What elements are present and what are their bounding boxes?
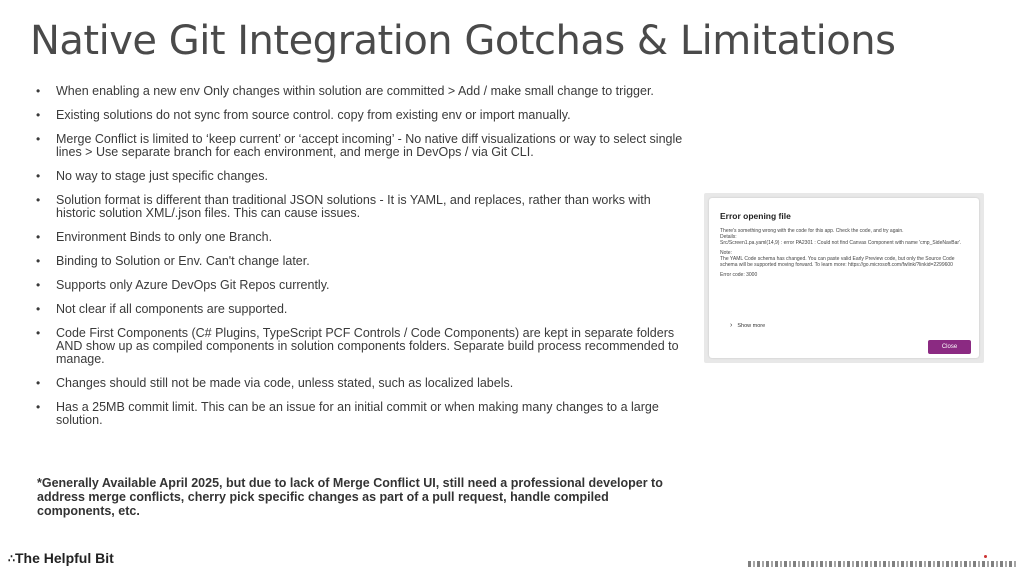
slide-title: Native Git Integration Gotchas & Limitations xyxy=(30,18,896,64)
show-more-label: Show more xyxy=(737,322,766,329)
show-more-toggle[interactable] xyxy=(730,322,765,329)
decorative-dot xyxy=(984,555,987,558)
bullet-item: • Environment Binds to only one Branch. xyxy=(36,231,686,244)
close-button[interactable]: Close xyxy=(928,340,971,354)
note-label: Note: xyxy=(720,250,732,256)
details-text: Src/Screen1.pa.yaml(14,9) : error PA2301 : Could not find Canvas Component with name 'cmp_SideNavBar'. xyxy=(720,240,962,246)
footnote: *Generally Available April 2025, but due to lack of Merge Conflict UI, still need a professional developer to address merge conflicts, cherry pick specific changes as part of a pull request, handle compiled components, etc. xyxy=(37,476,663,518)
bullet-item: • Changes should still not be made via code, unless stated, such as localized labels. xyxy=(36,377,686,390)
bullet-item: • Not clear if all components are supported. xyxy=(36,303,686,316)
bullet-item: • Has a 25MB commit limit. This can be an issue for an initial commit or when making many changes to a large solution. xyxy=(36,401,686,427)
note-text: The YAML Code schema has changed. You can paste valid Early Preview code, but only the Source Code schema will be supported moving forward. To learn more: https://go.microsoft.com/fwlink/?linkid=2299600 xyxy=(720,256,955,268)
dialog-body xyxy=(720,228,970,282)
bullet-item: • Code First Components (C# Plugins, TypeScript PCF Controls / Code Components) are kept in separate folders AND show up as compiled components in solution components folders. Separate build process recommended to manage. xyxy=(36,327,686,366)
brand-name: The Helpful Bit xyxy=(15,550,114,566)
chevron-right-icon: › xyxy=(730,322,733,329)
brand xyxy=(8,550,114,566)
bullet-item: • Binding to Solution or Env. Can't change later. xyxy=(36,255,686,268)
brand-logo-icon: ∴ xyxy=(8,552,13,565)
bullet-item: • Solution format is different than traditional JSON solutions - It is YAML, and replaces, rather than works with historic solution XML/.json files. This can cause issues. xyxy=(36,194,686,220)
bullet-item: • Merge Conflict is limited to ‘keep current’ or ‘accept incoming’ - No native diff visualizations or way to select single lines > Use separate branch for each environment, and merge in DevOps / via Git CLI. xyxy=(36,133,686,159)
error-dialog-screenshot xyxy=(704,193,984,363)
dialog-message: There's something wrong with the code for this app. Check the code, and try again. xyxy=(720,228,904,234)
dialog-title: Error opening file xyxy=(720,211,791,221)
error-code: Error code: 3000 xyxy=(720,272,758,278)
details-label: Details: xyxy=(720,234,737,240)
bullet-item: • When enabling a new env Only changes within solution are committed > Add / make small change to trigger. xyxy=(36,85,686,98)
bullet-item: • Existing solutions do not sync from source control. copy from existing env or import manually. xyxy=(36,109,686,122)
decorative-strip xyxy=(748,561,1018,567)
bullet-list xyxy=(36,85,686,438)
bullet-item: • No way to stage just specific changes. xyxy=(36,170,686,183)
bullet-item: • Supports only Azure DevOps Git Repos currently. xyxy=(36,279,686,292)
error-dialog xyxy=(709,198,979,358)
